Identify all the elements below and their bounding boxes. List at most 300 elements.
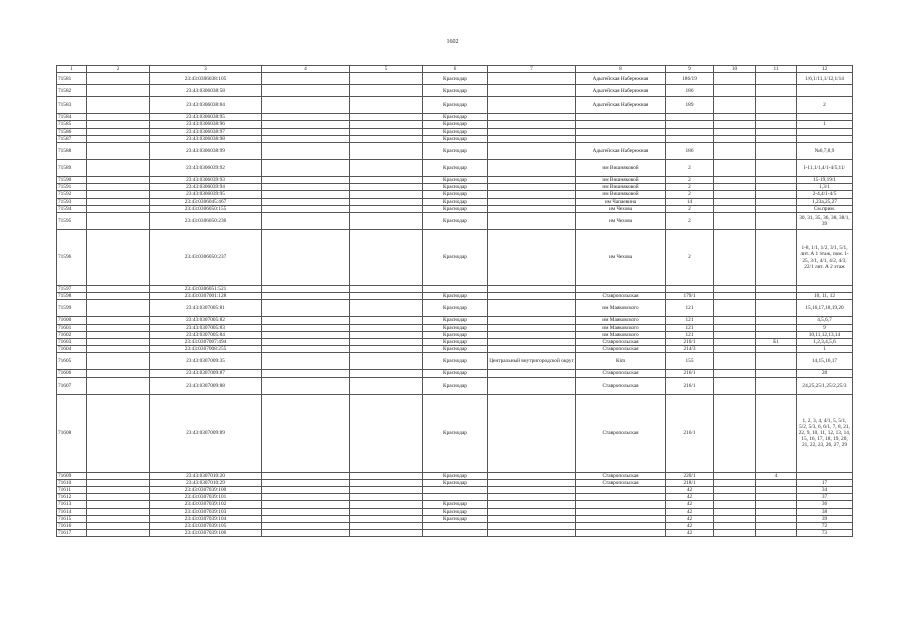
table-cell-col-11 bbox=[756, 205, 797, 212]
table-cell-col-11 bbox=[756, 523, 797, 530]
table-cell-col-6: Краснодар bbox=[423, 160, 488, 177]
table-cell-col-5 bbox=[350, 143, 423, 160]
table-cell-col-10 bbox=[714, 523, 756, 530]
table-cell-col-7 bbox=[488, 317, 576, 324]
table-cell-col-6: Краснодар bbox=[423, 394, 488, 472]
table-cell-col-6: Краснодар bbox=[423, 205, 488, 212]
table-cell-col-2 bbox=[87, 160, 150, 177]
table-cell-col-11 bbox=[756, 394, 797, 472]
table-cell-col-2 bbox=[87, 85, 150, 97]
table-cell-col-11 bbox=[756, 377, 797, 394]
column-header-1: 1 bbox=[57, 66, 87, 73]
table-cell-col-6: Краснодар bbox=[423, 324, 488, 331]
table-cell-col-6: Краснодар bbox=[423, 114, 488, 121]
table-cell-col-6: Краснодар bbox=[423, 213, 488, 230]
table-cell-col-9: 216/1 bbox=[666, 377, 714, 394]
table-cell-col-7 bbox=[488, 487, 576, 494]
table-cell-col-4 bbox=[262, 97, 350, 114]
table-cell-col-4 bbox=[262, 353, 350, 370]
table-cell-col-4 bbox=[262, 394, 350, 472]
table-cell-col-11 bbox=[756, 317, 797, 324]
table-cell-col-7 bbox=[488, 184, 576, 191]
table-cell-col-2 bbox=[87, 353, 150, 370]
table-row bbox=[57, 530, 853, 537]
table-cell-col-6: Краснодар bbox=[423, 73, 488, 85]
table-cell-col-4 bbox=[262, 487, 350, 494]
table-row bbox=[57, 353, 853, 370]
table-cell-col-1: 71599 bbox=[57, 300, 87, 317]
table-cell-col-6: Краснодар bbox=[423, 184, 488, 191]
table-cell-col-4 bbox=[262, 293, 350, 300]
table-cell-col-1: 71588 bbox=[57, 143, 87, 160]
table-cell-col-2 bbox=[87, 530, 150, 537]
table-cell-col-2 bbox=[87, 317, 150, 324]
table-cell-col-2 bbox=[87, 121, 150, 128]
table-cell-col-9: 2 bbox=[666, 184, 714, 191]
table-cell-col-6 bbox=[423, 530, 488, 537]
table-row bbox=[57, 479, 853, 486]
table-cell-col-1: 71583 bbox=[57, 97, 87, 114]
table-cell-col-10 bbox=[714, 286, 756, 293]
table-cell-col-5 bbox=[350, 121, 423, 128]
table-cell-col-10 bbox=[714, 293, 756, 300]
table-row bbox=[57, 191, 853, 198]
table-cell-col-9: 14 bbox=[666, 198, 714, 205]
table-cell-col-9: 42 bbox=[666, 494, 714, 501]
table-cell-col-3: 23:43:0306038:58 bbox=[150, 85, 262, 97]
table-cell-col-3: 23:43:0306039:92 bbox=[150, 160, 262, 177]
table-row bbox=[57, 97, 853, 114]
table-cell-col-9: 2 bbox=[666, 191, 714, 198]
table-cell-col-3: 23:43:0306051:521 bbox=[150, 286, 262, 293]
table-cell-col-2 bbox=[87, 346, 150, 353]
table-cell-col-2 bbox=[87, 377, 150, 394]
table-cell-col-8: им Вишняковой bbox=[576, 184, 666, 191]
table-cell-col-12: 36 bbox=[797, 501, 853, 508]
table-cell-col-1: 71582 bbox=[57, 85, 87, 97]
table-cell-col-3: 23:43:0306038:98 bbox=[150, 135, 262, 142]
table-cell-col-4 bbox=[262, 286, 350, 293]
table-cell-col-1: 71591 bbox=[57, 184, 87, 191]
table-cell-col-1: 71610 bbox=[57, 479, 87, 486]
table-cell-col-3: 23:43:0307008:255 bbox=[150, 346, 262, 353]
table-row bbox=[57, 501, 853, 508]
table-cell-col-11 bbox=[756, 184, 797, 191]
table-cell-col-6: Краснодар bbox=[423, 128, 488, 135]
table-row bbox=[57, 377, 853, 394]
table-cell-col-2 bbox=[87, 184, 150, 191]
table-cell-col-3: 23:43:0306038:99 bbox=[150, 143, 262, 160]
table-cell-col-11 bbox=[756, 135, 797, 142]
table-cell-col-3: 23:43:0306050:155 bbox=[150, 205, 262, 212]
table-cell-col-3: 23:43:0306050:236 bbox=[150, 213, 262, 230]
table-cell-col-7 bbox=[488, 114, 576, 121]
table-cell-col-4 bbox=[262, 213, 350, 230]
page-number: 1602 bbox=[446, 39, 459, 45]
table-cell-col-9: 216/1 bbox=[666, 394, 714, 472]
table-cell-col-7 bbox=[488, 339, 576, 346]
table-cell-col-10 bbox=[714, 121, 756, 128]
table-cell-col-3: 23:43:0307009:88 bbox=[150, 377, 262, 394]
table-cell-col-12: См.прим. bbox=[797, 205, 853, 212]
table-cell-col-6: Краснодар bbox=[423, 370, 488, 377]
table-cell-col-3: 23:43:0306039:94 bbox=[150, 184, 262, 191]
table-cell-col-6: Краснодар bbox=[423, 293, 488, 300]
table-cell-col-5 bbox=[350, 128, 423, 135]
table-cell-col-2 bbox=[87, 286, 150, 293]
table-cell-col-9: 214/3 bbox=[666, 346, 714, 353]
table-cell-col-1: 71608 bbox=[57, 394, 87, 472]
table-cell-col-10 bbox=[714, 515, 756, 522]
table-cell-col-1: 71612 bbox=[57, 494, 87, 501]
table-row bbox=[57, 324, 853, 331]
table-cell-col-12: 10,11,12,13,14 bbox=[797, 331, 853, 338]
table-cell-col-8: им Чапаевина bbox=[576, 198, 666, 205]
column-header-7: 7 bbox=[488, 66, 576, 73]
table-cell-col-3: 23:43:0307009:89 bbox=[150, 394, 262, 472]
table-cell-col-3: 23:43:0307005:83 bbox=[150, 324, 262, 331]
table-cell-col-4 bbox=[262, 160, 350, 177]
table-row bbox=[57, 213, 853, 230]
table-cell-col-12: 1,2,3,4,5,6 bbox=[797, 339, 853, 346]
table-cell-col-12: 38 bbox=[797, 508, 853, 515]
table-cell-col-12: 9 bbox=[797, 324, 853, 331]
table-cell-col-5 bbox=[350, 317, 423, 324]
table-cell-col-12: 15,16,17,18,19,20 bbox=[797, 300, 853, 317]
table-cell-col-3: 23:43:0307039:106 bbox=[150, 530, 262, 537]
table-cell-col-4 bbox=[262, 128, 350, 135]
table-cell-col-10 bbox=[714, 494, 756, 501]
table-row bbox=[57, 160, 853, 177]
table-cell-col-6: Краснодар bbox=[423, 346, 488, 353]
table-cell-col-10 bbox=[714, 128, 756, 135]
table-cell-col-6: Краснодар bbox=[423, 85, 488, 97]
table-cell-col-8: Адыгейская Набережная bbox=[576, 143, 666, 160]
table-cell-col-6 bbox=[423, 286, 488, 293]
table-cell-col-1: 71593 bbox=[57, 198, 87, 205]
table-cell-col-1: 71594 bbox=[57, 205, 87, 212]
table-cell-col-7 bbox=[488, 324, 576, 331]
table-cell-col-6: Краснодар bbox=[423, 198, 488, 205]
table-cell-col-1: 71600 bbox=[57, 317, 87, 324]
table-cell-col-9: 42 bbox=[666, 487, 714, 494]
table-cell-col-10 bbox=[714, 184, 756, 191]
table-cell-col-2 bbox=[87, 494, 150, 501]
table-cell-col-8 bbox=[576, 135, 666, 142]
table-cell-col-2 bbox=[87, 394, 150, 472]
table-row bbox=[57, 143, 853, 160]
table-cell-col-10 bbox=[714, 160, 756, 177]
table-cell-col-6: Краснодар bbox=[423, 300, 488, 317]
table-cell-col-12: 28 bbox=[797, 370, 853, 377]
table-cell-col-10 bbox=[714, 487, 756, 494]
table-cell-col-7 bbox=[488, 160, 576, 177]
table-cell-col-8 bbox=[576, 494, 666, 501]
table-cell-col-12 bbox=[797, 114, 853, 121]
table-cell-col-7: Центральный внутригородской округ bbox=[488, 353, 576, 370]
table-cell-col-1: 71604 bbox=[57, 346, 87, 353]
table-cell-col-10 bbox=[714, 213, 756, 230]
table-cell-col-4 bbox=[262, 324, 350, 331]
table-cell-col-4 bbox=[262, 205, 350, 212]
table-cell-col-3: 23:43:0307039:104 bbox=[150, 515, 262, 522]
table-cell-col-11 bbox=[756, 213, 797, 230]
table-cell-col-9: 179/1 bbox=[666, 293, 714, 300]
table-cell-col-1: 71601 bbox=[57, 324, 87, 331]
table-cell-col-5 bbox=[350, 508, 423, 515]
table-cell-col-4 bbox=[262, 377, 350, 394]
table-cell-col-12: I-11,1/1,4/1-4/5,11/ bbox=[797, 160, 853, 177]
table-cell-col-8: им Чехова bbox=[576, 213, 666, 230]
table-cell-col-4 bbox=[262, 508, 350, 515]
table-cell-col-3: 23:43:0307010:20 bbox=[150, 472, 262, 479]
table-cell-col-11 bbox=[756, 230, 797, 286]
table-cell-col-5 bbox=[350, 97, 423, 114]
table-cell-col-2 bbox=[87, 479, 150, 486]
table-cell-col-3: 23:43:0307005:82 bbox=[150, 317, 262, 324]
table-cell-col-3: 23:43:0307039:102 bbox=[150, 501, 262, 508]
table-cell-col-8: им Вишняковой bbox=[576, 177, 666, 184]
table-cell-col-5 bbox=[350, 370, 423, 377]
table-cell-col-11 bbox=[756, 293, 797, 300]
table-cell-col-3: 23:43:0307009:35 bbox=[150, 353, 262, 370]
table-cell-col-12: 1,23а,25,27 bbox=[797, 198, 853, 205]
table-cell-col-7 bbox=[488, 523, 576, 530]
table-cell-col-10 bbox=[714, 97, 756, 114]
column-header-11: 11 bbox=[756, 66, 797, 73]
table-cell-col-9: 186 bbox=[666, 143, 714, 160]
table-cell-col-7 bbox=[488, 479, 576, 486]
column-header-8: 8 bbox=[576, 66, 666, 73]
table-cell-col-4 bbox=[262, 73, 350, 85]
table-row bbox=[57, 300, 853, 317]
table-row bbox=[57, 472, 853, 479]
table-cell-col-11 bbox=[756, 160, 797, 177]
table-cell-col-1: 71605 bbox=[57, 353, 87, 370]
table-cell-col-5 bbox=[350, 472, 423, 479]
table-cell-col-4 bbox=[262, 530, 350, 537]
table-cell-col-12: 1 bbox=[797, 121, 853, 128]
table-cell-col-10 bbox=[714, 472, 756, 479]
table-cell-col-9: 42 bbox=[666, 501, 714, 508]
table-cell-col-3: 23:43:0307039:105 bbox=[150, 523, 262, 530]
table-cell-col-6: Краснодар bbox=[423, 508, 488, 515]
table-cell-col-11 bbox=[756, 331, 797, 338]
table-cell-col-5 bbox=[350, 135, 423, 142]
table-cell-col-11 bbox=[756, 286, 797, 293]
table-cell-col-8 bbox=[576, 523, 666, 530]
table-cell-col-11 bbox=[756, 73, 797, 85]
table-cell-col-12: 2 bbox=[797, 97, 853, 114]
table-cell-col-12: 1 bbox=[797, 346, 853, 353]
table-cell-col-1: 71595 bbox=[57, 213, 87, 230]
table-cell-col-2 bbox=[87, 191, 150, 198]
table-row bbox=[57, 523, 853, 530]
table-cell-col-12: 39 bbox=[797, 515, 853, 522]
table-cell-col-10 bbox=[714, 394, 756, 472]
table-cell-col-4 bbox=[262, 143, 350, 160]
table-cell-col-8 bbox=[576, 487, 666, 494]
table-cell-col-4 bbox=[262, 331, 350, 338]
table-cell-col-10 bbox=[714, 339, 756, 346]
table-cell-col-6: Краснодар bbox=[423, 191, 488, 198]
table-row bbox=[57, 135, 853, 142]
table-cell-col-12: 17 bbox=[797, 479, 853, 486]
table-cell-col-7 bbox=[488, 293, 576, 300]
table-cell-col-10 bbox=[714, 530, 756, 537]
table-cell-col-3: 23:43:0307005:84 bbox=[150, 331, 262, 338]
table-cell-col-4 bbox=[262, 230, 350, 286]
table-cell-col-9: 186 bbox=[666, 85, 714, 97]
table-cell-col-8: Ставропольская bbox=[576, 472, 666, 479]
table-cell-col-8: Ставропольская bbox=[576, 346, 666, 353]
table-cell-col-12 bbox=[797, 286, 853, 293]
table-cell-col-1: 71609 bbox=[57, 472, 87, 479]
column-header-2: 2 bbox=[87, 66, 150, 73]
table-cell-col-6: Краснодар bbox=[423, 230, 488, 286]
table-cell-col-3: 23:43:0306038:105 bbox=[150, 73, 262, 85]
table-cell-col-8: Ставропольская bbox=[576, 293, 666, 300]
table-cell-col-6: Краснодар bbox=[423, 177, 488, 184]
table-cell-col-8: Ставропольская bbox=[576, 339, 666, 346]
table-row bbox=[57, 205, 853, 212]
table-cell-col-8 bbox=[576, 508, 666, 515]
table-cell-col-12 bbox=[797, 128, 853, 135]
table-cell-col-9: 2 bbox=[666, 213, 714, 230]
table-cell-col-10 bbox=[714, 205, 756, 212]
table-cell-col-8 bbox=[576, 114, 666, 121]
table-cell-col-7 bbox=[488, 213, 576, 230]
table-row bbox=[57, 346, 853, 353]
table-cell-col-10 bbox=[714, 370, 756, 377]
table-cell-col-11 bbox=[756, 97, 797, 114]
table-cell-col-6: Краснодар bbox=[423, 353, 488, 370]
table-cell-col-3: 23:43:0306038:84 bbox=[150, 97, 262, 114]
table-cell-col-3: 23:43:0307039:100 bbox=[150, 487, 262, 494]
table-cell-col-4 bbox=[262, 85, 350, 97]
table-cell-col-4 bbox=[262, 121, 350, 128]
table-cell-col-12: 15-19,19/1 bbox=[797, 177, 853, 184]
table-cell-col-12: 10, 11, 12 bbox=[797, 293, 853, 300]
column-header-6: 6 bbox=[423, 66, 488, 73]
table-cell-col-5 bbox=[350, 346, 423, 353]
table-row bbox=[57, 198, 853, 205]
table-cell-col-9 bbox=[666, 286, 714, 293]
table-cell-col-1: 71617 bbox=[57, 530, 87, 537]
table-cell-col-6: Краснодар bbox=[423, 479, 488, 486]
table-cell-col-3: 23:43:0306045:467 bbox=[150, 198, 262, 205]
table-cell-col-2 bbox=[87, 205, 150, 212]
table-cell-col-8: им Маяковского bbox=[576, 317, 666, 324]
table-cell-col-11 bbox=[756, 487, 797, 494]
table-cell-col-12: 72 bbox=[797, 523, 853, 530]
table-cell-col-7 bbox=[488, 198, 576, 205]
table-cell-col-3: 23:43:0307007:494 bbox=[150, 339, 262, 346]
table-cell-col-10 bbox=[714, 331, 756, 338]
table-cell-col-6: Краснодар bbox=[423, 331, 488, 338]
table-cell-col-10 bbox=[714, 85, 756, 97]
table-cell-col-7 bbox=[488, 501, 576, 508]
table-cell-col-6: Краснодар bbox=[423, 143, 488, 160]
table-cell-col-4 bbox=[262, 191, 350, 198]
table-cell-col-12: 1-8, 1/1, 1/2, 3/1, 5/1, лит. А 1 этаж, пом. 1-25, 3/1, 4/1, 4/2, 4/3, 22/1 лит. А 2 этаж bbox=[797, 230, 853, 286]
table-cell-col-9: 2 bbox=[666, 177, 714, 184]
table-cell-col-5 bbox=[350, 331, 423, 338]
table-cell-col-1: 71603 bbox=[57, 339, 87, 346]
table-cell-col-3: 23:43:0306039:95 bbox=[150, 191, 262, 198]
table-cell-col-4 bbox=[262, 501, 350, 508]
table-cell-col-10 bbox=[714, 135, 756, 142]
table-cell-col-10 bbox=[714, 198, 756, 205]
table-cell-col-9: 155 bbox=[666, 353, 714, 370]
table-row bbox=[57, 339, 853, 346]
table-cell-col-1: 71586 bbox=[57, 128, 87, 135]
table-cell-col-5 bbox=[350, 324, 423, 331]
table-row bbox=[57, 121, 853, 128]
table-header bbox=[57, 66, 853, 73]
table-cell-col-7 bbox=[488, 394, 576, 472]
table-cell-col-8: Адыгейская Набережная bbox=[576, 97, 666, 114]
table-cell-col-1: 71589 bbox=[57, 160, 87, 177]
table-cell-col-11: 4 bbox=[756, 472, 797, 479]
table-cell-col-3: 23:43:0306038:96 bbox=[150, 121, 262, 128]
table-cell-col-8: им Чехова bbox=[576, 230, 666, 286]
table-cell-col-8: Кim bbox=[576, 353, 666, 370]
table-cell-col-9: 121 bbox=[666, 300, 714, 317]
table-cell-col-8: Ставропольская bbox=[576, 394, 666, 472]
table-cell-col-8: им Маяковского bbox=[576, 300, 666, 317]
table-cell-col-11 bbox=[756, 494, 797, 501]
table-cell-col-11 bbox=[756, 530, 797, 537]
table-cell-col-8 bbox=[576, 501, 666, 508]
table-cell-col-5 bbox=[350, 377, 423, 394]
table-cell-col-4 bbox=[262, 339, 350, 346]
table-cell-col-11 bbox=[756, 128, 797, 135]
table-cell-col-4 bbox=[262, 184, 350, 191]
table-cell-col-7 bbox=[488, 472, 576, 479]
table-cell-col-12: 4,5,6,7 bbox=[797, 317, 853, 324]
table-cell-col-2 bbox=[87, 293, 150, 300]
table-cell-col-11 bbox=[756, 198, 797, 205]
table-cell-col-9: 186/19 bbox=[666, 73, 714, 85]
table-cell-col-7 bbox=[488, 85, 576, 97]
table-cell-col-2 bbox=[87, 135, 150, 142]
table-cell-col-12: №6,7,8,9 bbox=[797, 143, 853, 160]
table-cell-col-8: Ставропольская bbox=[576, 370, 666, 377]
table-cell-col-1: 71584 bbox=[57, 114, 87, 121]
table-cell-col-5 bbox=[350, 230, 423, 286]
table-cell-col-5 bbox=[350, 286, 423, 293]
table-cell-col-2 bbox=[87, 508, 150, 515]
table-cell-col-7 bbox=[488, 205, 576, 212]
table-cell-col-2 bbox=[87, 324, 150, 331]
table-cell-col-10 bbox=[714, 353, 756, 370]
table-cell-col-2 bbox=[87, 128, 150, 135]
table-row bbox=[57, 85, 853, 97]
table-cell-col-1: 71607 bbox=[57, 377, 87, 394]
registry-table bbox=[56, 65, 853, 537]
table-cell-col-11 bbox=[756, 191, 797, 198]
table-cell-col-2 bbox=[87, 331, 150, 338]
table-cell-col-2 bbox=[87, 198, 150, 205]
table-cell-col-2 bbox=[87, 487, 150, 494]
table-cell-col-3: 23:43:0307039:101 bbox=[150, 494, 262, 501]
table-cell-col-1: 71592 bbox=[57, 191, 87, 198]
table-cell-col-2 bbox=[87, 230, 150, 286]
table-row bbox=[57, 487, 853, 494]
table-cell-col-5 bbox=[350, 198, 423, 205]
table-cell-col-12: 30, 31, 35, 36, 38, 38/1, 39 bbox=[797, 213, 853, 230]
